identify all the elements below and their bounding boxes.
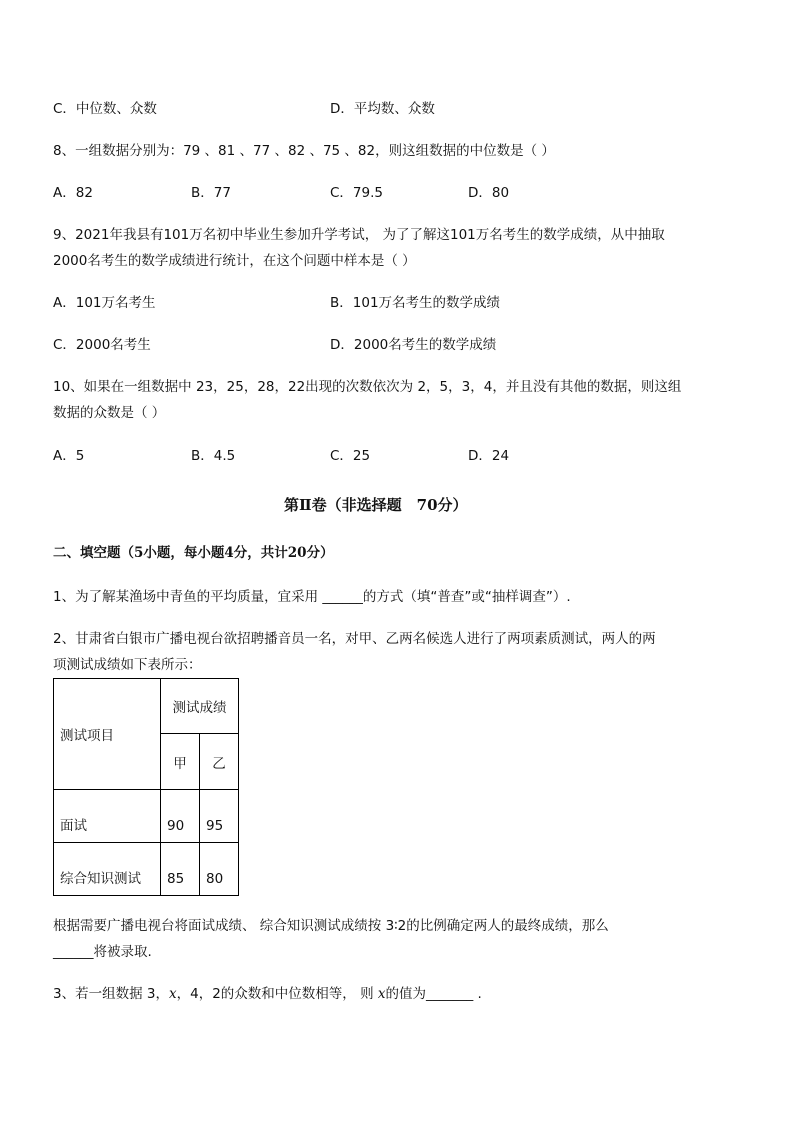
fill-q2-line1: 2、甘肃省白银市广播电视台欲招聘播音员一名，对甲、乙两名候选人进行了两项素质测试，两人的两 xyxy=(53,631,656,647)
row-score-jia: 90 xyxy=(161,790,200,843)
q9-stem-line2: 2000名考生的数学成绩进行统计，在这个问题中样本是（ ） xyxy=(53,253,416,269)
q10-option-c: C．25 xyxy=(330,448,371,464)
variable-x: x xyxy=(168,986,177,1002)
table-row xyxy=(54,790,239,843)
q10-stem-line2: 数据的众数是（ ） xyxy=(53,405,166,421)
q9-stem-line1: 9、2021年我县有101万名初中毕业生参加升学考试， 为了了解这101万名考生的数学成绩，从中抽取 xyxy=(53,227,665,243)
q9-option-d: D．2000名考生的数学成绩 xyxy=(330,337,497,353)
row-score-jia: 85 xyxy=(161,843,200,896)
fill-q2-line2: 项测试成绩如下表所示： xyxy=(53,657,202,673)
section2-heading: 二、填空题（5小题，每小题4分，共计20分） xyxy=(53,545,334,561)
q8-option-a: A．82 xyxy=(53,185,93,201)
q10-option-b: B．4.5 xyxy=(191,448,236,464)
q7-option-d: D．平均数、众数 xyxy=(330,101,435,117)
row-item: 综合知识测试 xyxy=(54,843,161,896)
q9-option-a: A．101万名考生 xyxy=(53,295,156,311)
row-score-yi: 95 xyxy=(200,790,239,843)
header-test-item: 测试项目 xyxy=(54,679,161,790)
fill-q2-after-line2: ______将被录取. xyxy=(53,944,152,960)
q10-option-d: D．24 xyxy=(468,448,510,464)
q7-option-c: C．中位数、众数 xyxy=(53,101,157,117)
q9-option-c: C．2000名考生 xyxy=(53,337,151,353)
row-item: 面试 xyxy=(54,790,161,843)
fill-q3-mid: ，4，2的众数和中位数相等， 则 xyxy=(176,986,378,1002)
q8-option-b: B．77 xyxy=(191,185,231,201)
q10-stem-line1: 10、如果在一组数据中 23，25，28，22出现的次数依次为 2，5，3，4，并且没有其他的数据，则这组 xyxy=(53,379,682,395)
q8-option-d: D．80 xyxy=(468,185,510,201)
fill-q2-after-line1: 根据需要广播电视台将面试成绩、 综合知识测试成绩按 3∶2的比例确定两人的最终成绩，那么 xyxy=(53,918,609,934)
score-table xyxy=(53,678,239,896)
q10-option-a: A．5 xyxy=(53,448,85,464)
header-test-score: 测试成绩 xyxy=(161,679,239,734)
col-candidate-jia: 甲 xyxy=(161,734,200,790)
q9-option-b: B．101万名考生的数学成绩 xyxy=(330,295,501,311)
variable-x: x xyxy=(377,986,386,1002)
fill-q1: 1、为了解某渔场中青鱼的平均质量，宜采用 ______的方式（填“普查”或“抽样调查”）. xyxy=(53,589,571,605)
table-row xyxy=(54,843,239,896)
q8-option-c: C．79.5 xyxy=(330,185,383,201)
col-candidate-yi: 乙 xyxy=(200,734,239,790)
fill-q3 xyxy=(53,984,482,1004)
part2-title: 第Ⅱ卷（非选择题 70分） xyxy=(284,496,468,514)
q8-stem: 8、一组数据分别为：79 、81 、77 、82 、75 、82，则这组数据的中位数是（ ） xyxy=(53,143,555,159)
fill-q3-pre: 3、若一组数据 3， xyxy=(53,986,169,1002)
fill-q3-post: 的值为_______ . xyxy=(385,986,482,1002)
row-score-yi: 80 xyxy=(200,843,239,896)
